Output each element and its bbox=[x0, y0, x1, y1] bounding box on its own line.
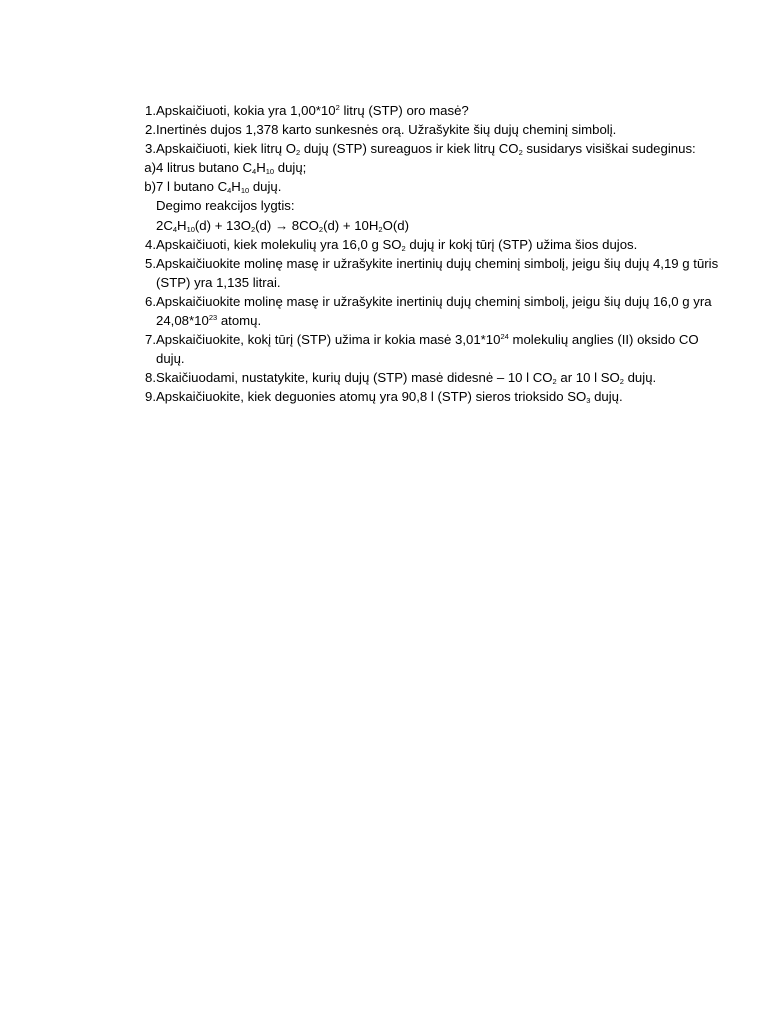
list-item-4 bbox=[128, 235, 728, 254]
list-marker: 4. bbox=[145, 236, 156, 252]
list-marker: 5. bbox=[145, 255, 156, 271]
list-marker: 7. bbox=[145, 332, 156, 348]
list-item-8 bbox=[128, 368, 728, 387]
list-item-text: Inertinės dujos 1,378 karto sunkesnės orą. Užrašykite šių dujų cheminį simbolį. bbox=[156, 122, 617, 138]
list-item-text: Skaičiuodami, nustatykite, kurių dujų (STP) masė didesnė – 10 l $CO_2$ ar 10 l $SO_2$ dujų. bbox=[156, 370, 657, 387]
list-item-text: Apskaičiuoti, kokia yra $1,00*10^2$ litrų (STP) oro masė? bbox=[156, 103, 469, 118]
list-item-text: Apskaičiuokite, kiek deguonies atomų yra 90,8 l (STP) sieros trioksido $SO_3$ dujų. bbox=[156, 389, 623, 406]
list-item-text: Apskaičiuokite, kokį tūrį (STP) užima ir kokia masė $3,01*10^{24}$ molekulių anglies (II) oksido CO dujų. bbox=[156, 332, 699, 367]
list-item-text: Apskaičiuokite molinę masę ir užrašykite inertinių dujų cheminį simbolį, jeigu šių dujų 4,19 g tūris (STP) yra 1,135 litrai. bbox=[156, 255, 719, 290]
list-item-6 bbox=[128, 292, 728, 330]
list-item-b bbox=[128, 177, 728, 196]
list-item-text: Apskaičiuoti, kiek litrų $O_2$ dujų (STP) sureaguos ir kiek litrų $CO_2$ susidarys visiškai sudeginus: bbox=[156, 141, 696, 158]
list-marker: 2. bbox=[145, 122, 156, 138]
reaction-heading-row bbox=[128, 196, 728, 215]
list-marker: 1. bbox=[145, 103, 156, 118]
list-item-text: Apskaičiuoti, kiek molekulių yra 16,0 g $SO_2$ dujų ir kokį tūrį (STP) užima šios dujos. bbox=[156, 236, 638, 253]
list-item-text: 7 l butano $C_4H_{10}$ dujų. bbox=[156, 179, 282, 196]
list-marker: b) bbox=[144, 179, 156, 195]
list-item-1 bbox=[128, 101, 728, 120]
list-marker: a) bbox=[144, 160, 156, 176]
list-item-3 bbox=[128, 139, 728, 158]
list-item-a bbox=[128, 158, 728, 177]
list-marker: 6. bbox=[145, 293, 156, 309]
list-item-5 bbox=[128, 254, 728, 292]
list-item-2 bbox=[128, 120, 728, 139]
list-item-7 bbox=[128, 330, 728, 368]
list-item-text: Apskaičiuokite molinę masę ir užrašykite inertinių dujų cheminį simbolį, jeigu šių dujų 16,0 g yra $24,08*10^{23}$ atomų. bbox=[156, 293, 712, 329]
reaction-equation: $2C_4H_{10}(d) + 13O_2(d) \to 8CO_2(d) + 10H_2O(d)$ bbox=[156, 217, 409, 234]
question-list bbox=[128, 101, 728, 407]
reaction-equation-row bbox=[128, 216, 728, 235]
reaction-heading: Degimo reakcijos lygtis: bbox=[156, 198, 295, 214]
list-marker: 3. bbox=[145, 141, 156, 157]
list-marker: 9. bbox=[145, 389, 156, 405]
list-marker: 8. bbox=[145, 370, 156, 386]
list-item-9 bbox=[128, 387, 728, 406]
list-item-text: 4 litrus butano $C_4H_{10}$ dujų; bbox=[156, 160, 307, 177]
